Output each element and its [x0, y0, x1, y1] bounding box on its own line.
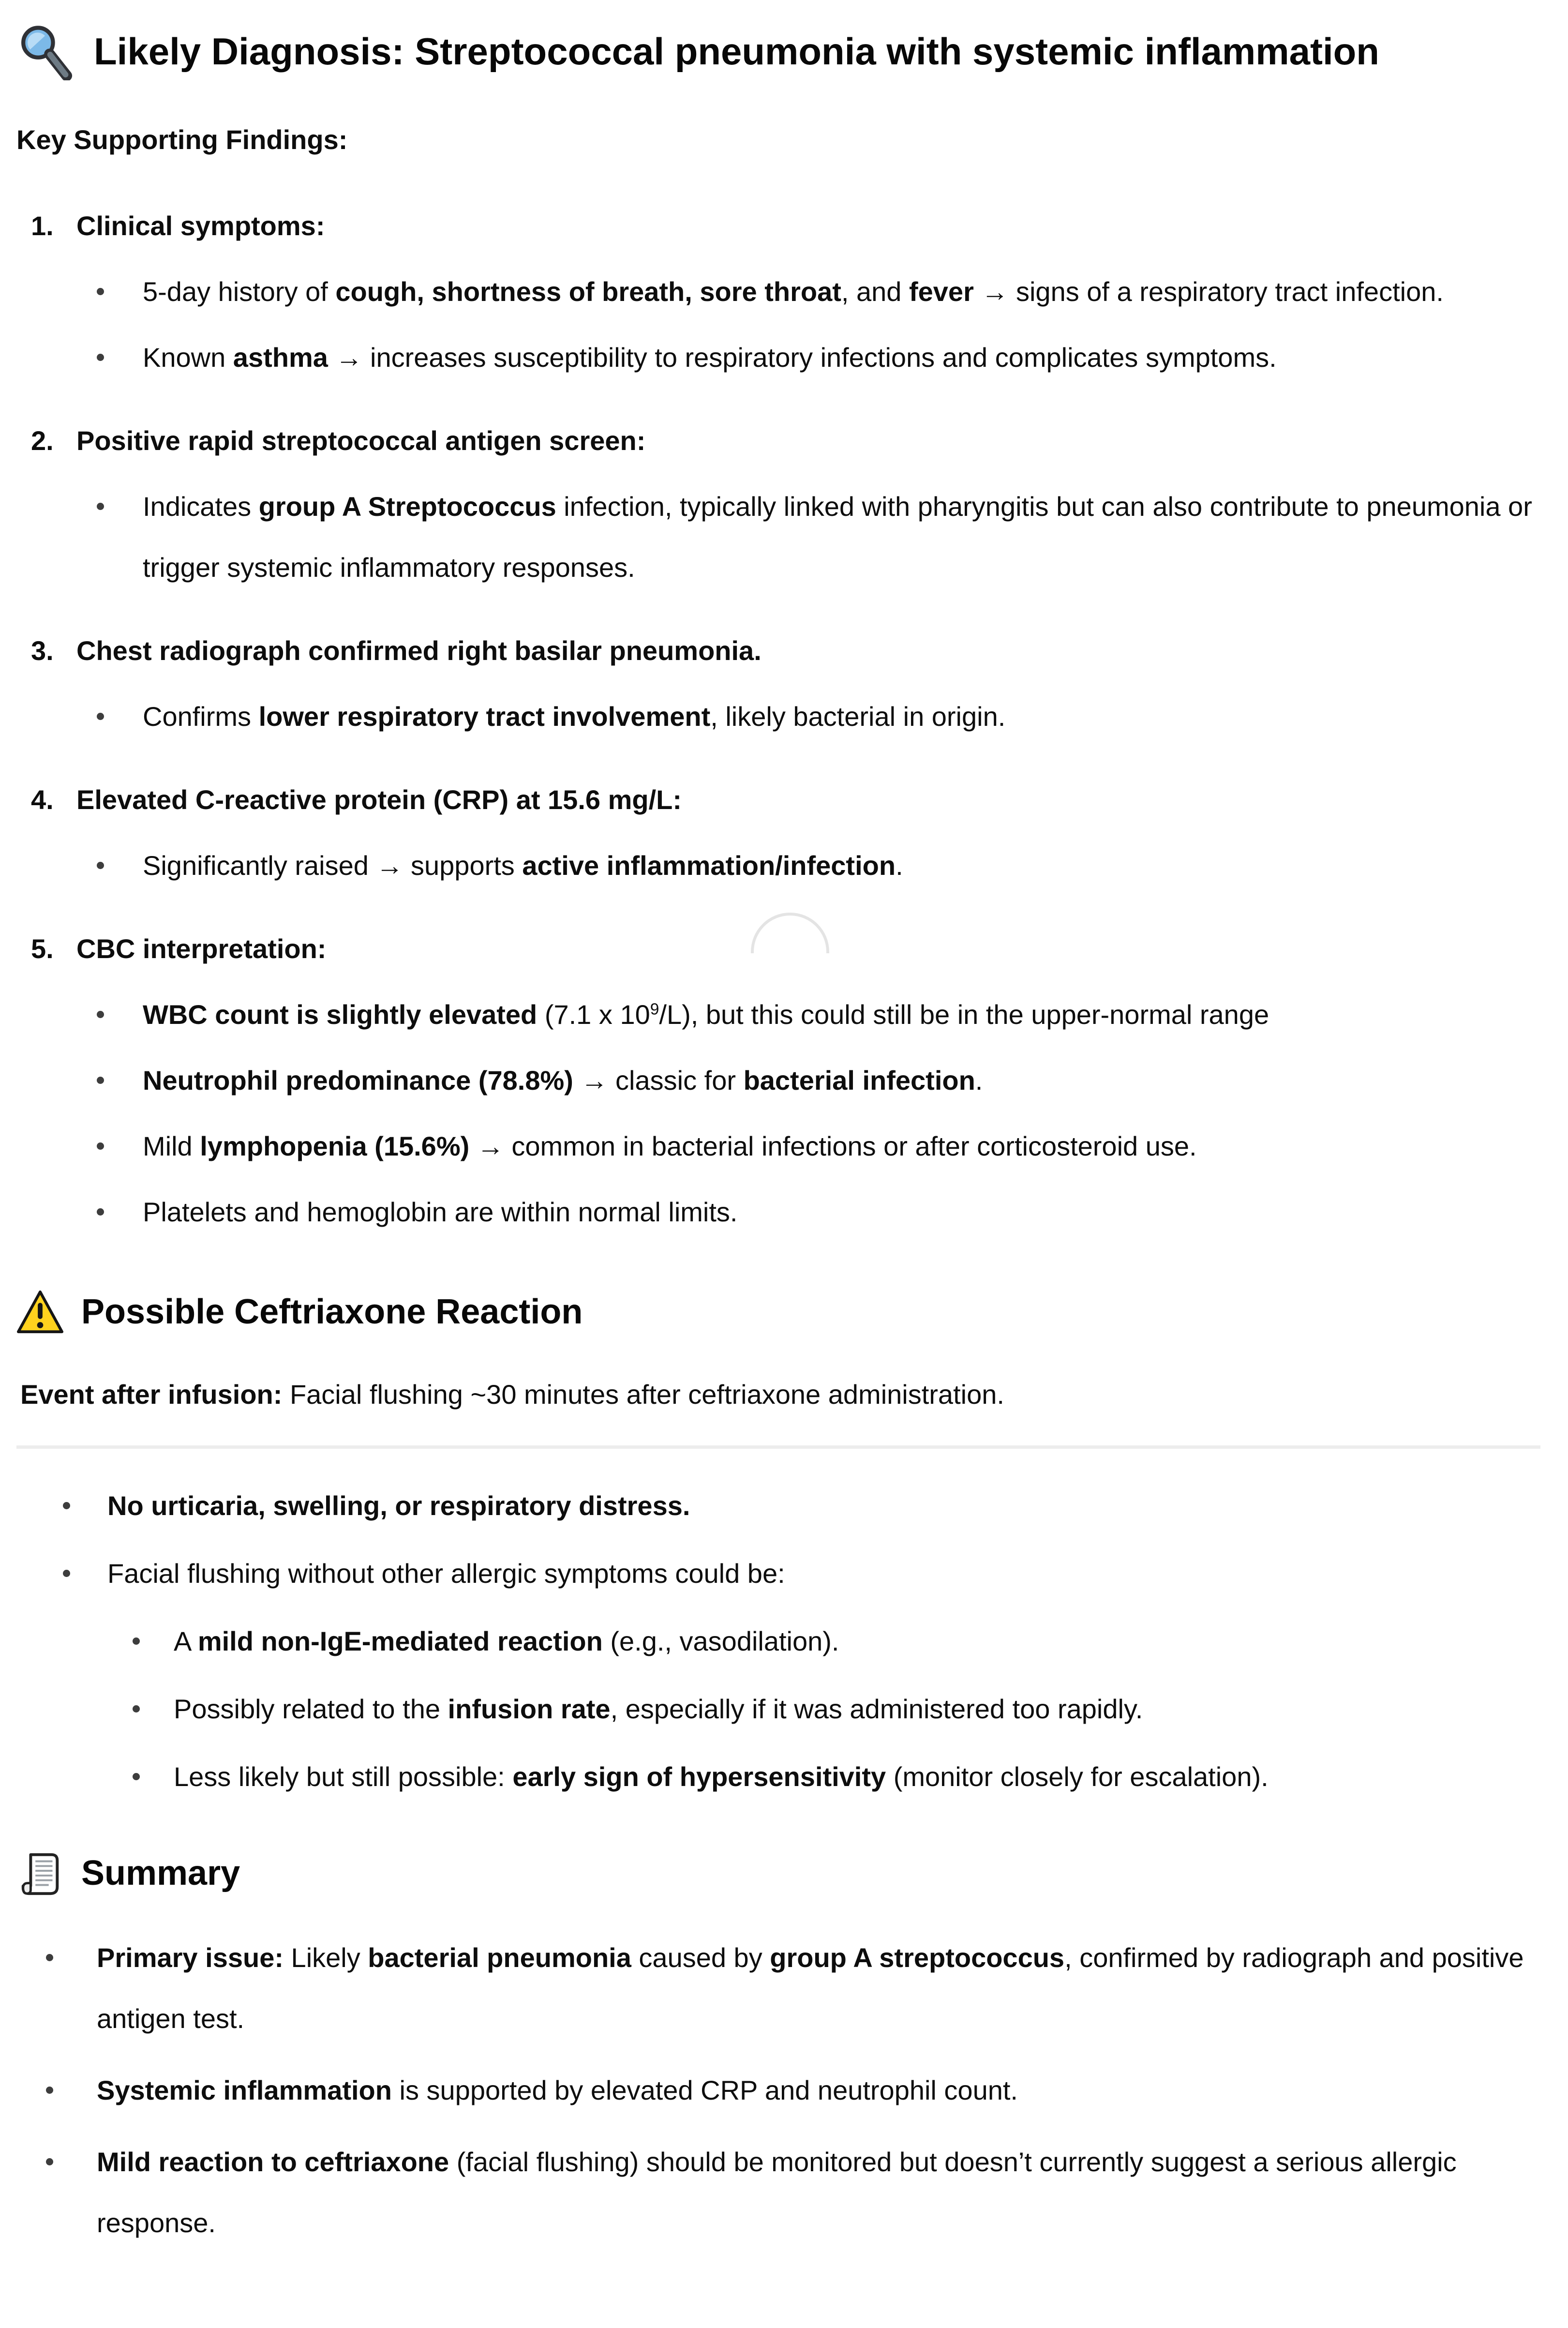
magnifying-glass-icon	[16, 23, 74, 80]
finding-item-2	[16, 410, 1544, 598]
bullet-text: Systemic inflammation is supported by elevated CRP and neutrophil count.	[97, 2075, 1018, 2105]
bullet-text: WBC count is slightly elevated (7.1 x $10^9/L$), but this could still be in the upper-normal range	[143, 999, 1269, 1030]
bullet-text: Facial flushing without other allergic symptoms could be:	[107, 1558, 785, 1589]
finding-heading: Chest radiograph confirmed right basilar pneumonia.	[76, 635, 762, 666]
bullet-text: Known asthma → increases susceptibility to respiratory infections and complicates symptoms.	[143, 342, 1277, 373]
finding-bullets	[76, 686, 1544, 747]
finding-bullets	[76, 984, 1544, 1243]
bullet-text: Less likely but still possible: early sign of hypersensitivity (monitor closely for escalation).	[174, 1761, 1269, 1792]
finding-heading: Elevated C-reactive protein (CRP) at 15.6 mg/L:	[76, 784, 682, 815]
bullet-text: 5-day history of cough, shortness of breath, sore throat, and fever → signs of a respiratory tract infection.	[143, 276, 1444, 307]
reaction-heading	[16, 1289, 1544, 1336]
bullet-text: Primary issue: Likely bacterial pneumonia caused by group A streptococcus, confirmed by radiograph and positive antigen test.	[97, 1942, 1524, 2034]
section-divider	[16, 1445, 1540, 1449]
bullet-item	[76, 1182, 1544, 1243]
diagnosis-heading	[16, 23, 1544, 80]
findings-list	[16, 195, 1544, 1243]
bullet-item	[76, 476, 1544, 598]
summary-heading-text: Summary	[81, 1854, 240, 1893]
finding-bullets	[76, 476, 1544, 598]
bullet-text: Significantly raised → supports active inflammation/infection.	[143, 850, 903, 881]
bullet-item	[107, 1611, 1544, 1672]
finding-bullets	[76, 261, 1544, 388]
scroll-icon	[16, 1850, 64, 1897]
bullet-item	[16, 2132, 1544, 2253]
summary-heading	[16, 1850, 1544, 1897]
bullet-item	[16, 1475, 1544, 1536]
warning-icon	[16, 1289, 64, 1336]
bullet-text: No urticaria, swelling, or respiratory distress.	[107, 1490, 690, 1521]
summary-bullets	[16, 1927, 1544, 2253]
finding-item-1	[16, 195, 1544, 388]
reaction-sub-bullets	[107, 1611, 1544, 1807]
bullet-text: Indicates group A Streptococcus infection, typically linked with pharyngitis but can also contribute to pneumonia or trigger systemic inflammatory responses.	[143, 491, 1532, 583]
finding-item-4	[16, 769, 1544, 896]
bullet-item	[76, 984, 1544, 1045]
bullet-item	[16, 1927, 1544, 2049]
bullet-item	[76, 686, 1544, 747]
finding-item-5	[16, 918, 1544, 1243]
bullet-item	[107, 1746, 1544, 1807]
bullet-text: Mild lymphopenia (15.6%) → common in bacterial infections or after corticosteroid use.	[143, 1131, 1197, 1161]
bullet-text: Neutrophil predominance (78.8%) → classic for bacterial infection.	[143, 1065, 983, 1096]
event-after-infusion-line: Event after infusion: Facial flushing ~30 minutes after ceftriaxone administration.	[20, 1379, 1004, 1410]
bullet-item	[76, 835, 1544, 896]
bullet-item	[16, 1543, 1544, 1807]
bullet-text: Possibly related to the infusion rate, especially if it was administered too rapidly.	[174, 1694, 1143, 1724]
bullet-item	[76, 1050, 1544, 1111]
bullet-item	[107, 1679, 1544, 1740]
bullet-item	[76, 1116, 1544, 1177]
diagnosis-heading-text: Likely Diagnosis: Streptococcal pneumonia with systemic inflammation	[94, 30, 1379, 73]
finding-item-3	[16, 620, 1544, 747]
bullet-item	[16, 2060, 1544, 2121]
reaction-heading-text: Possible Ceftriaxone Reaction	[81, 1292, 583, 1332]
bullet-item	[76, 327, 1544, 388]
finding-heading: Clinical symptoms:	[76, 210, 325, 241]
bullet-text: Confirms lower respiratory tract involvement, likely bacterial in origin.	[143, 701, 1006, 732]
finding-heading: CBC interpretation:	[76, 933, 327, 964]
finding-bullets	[76, 835, 1544, 896]
reaction-bullets	[16, 1475, 1544, 1807]
bullet-text: Mild reaction to ceftriaxone (facial flushing) should be monitored but doesn’t currently suggest a serious allergic response.	[97, 2147, 1457, 2238]
key-findings-label: Key Supporting Findings:	[16, 124, 348, 155]
bullet-text: A mild non-IgE-mediated reaction (e.g., vasodilation).	[174, 1626, 839, 1656]
bullet-item	[76, 261, 1544, 322]
finding-heading: Positive rapid streptococcal antigen screen:	[76, 425, 646, 456]
bullet-text: Platelets and hemoglobin are within normal limits.	[143, 1197, 738, 1227]
